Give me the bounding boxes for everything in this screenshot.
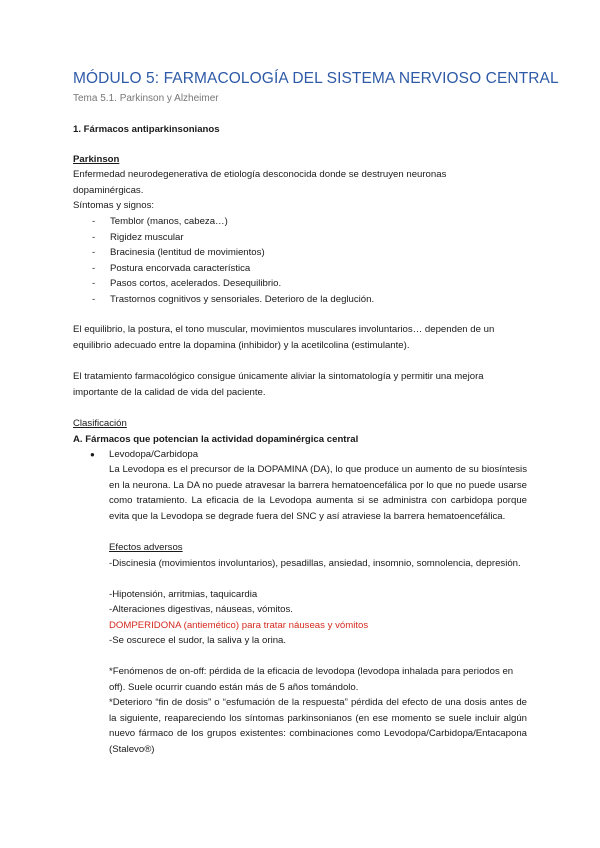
symptoms-heading: Síntomas y signos:	[73, 200, 155, 211]
adverse-effect-2: -Hipotensión, arritmias, taquicardia	[109, 589, 258, 600]
adverse-effect-3: -Alteraciones digestivas, náuseas, vómitos.	[109, 604, 293, 615]
drug-name: Levodopa/Carbidopa	[109, 449, 199, 460]
adverse-heading: Efectos adversos	[109, 542, 183, 553]
paragraph-equilibrium: El equilibrio, la postura, el tono muscular, movimientos musculares involuntarios… dependen de un equilibrio adecuado entre la dopamina (inhibidor) y la acetilcolina (estimulante).	[73, 324, 495, 351]
dose-note: *Deterioro “fin de dosis” o “esfumación de la respuesta” pérdida del efecto de una dosis antes de la siguiente, reapareciendo los síntomas parkinsonianos (en ese momento se suele incluir algún nuevo fármaco de los grupos existentes: combinaciones como Levodopa/Carbidopa/Entacapona (Stalevo®)	[109, 697, 527, 755]
list-item: - Postura encorvada característica	[73, 261, 531, 277]
list-item: - Pasos cortos, acelerados. Desequilibrio.	[73, 276, 531, 292]
list-item: - Rigidez muscular	[73, 230, 531, 246]
list-item: - Trastornos cognitivos y sensoriales. Deterioro de la deglución.	[73, 292, 531, 308]
parkinson-heading: Parkinson	[73, 154, 120, 165]
section-heading: 1. Fármacos antiparkinsonianos	[73, 124, 220, 135]
adverse-effect-1: -Discinesia (movimientos involuntarios), pesadillas, ansiedad, insomnio, somnolencia, depresión.	[109, 558, 521, 569]
onoff-note: *Fenómenos de on-off: pérdida de la eficacia de levodopa (levodopa inhalada para periodos en off). Suele ocurrir cuando están más de 5 años tomándolo.	[109, 666, 514, 693]
list-item: - Bracinesia (lentitud de movimientos)	[73, 245, 531, 261]
adverse-effect-4: -Se oscurece el sudor, la saliva y la orina.	[109, 635, 287, 646]
group-a-heading: A. Fármacos que potencian la actividad dopaminérgica central	[73, 434, 359, 445]
list-item: - Temblor (manos, cabeza…)	[73, 214, 531, 230]
drug-description: La Levodopa es el precursor de la DOPAMINA (DA), lo que produce un aumento de su biosíntesis en la neurona. La DA no puede atravesar la barrera hematoencefálica por lo que no puede usarse como tratamiento. La eficacia de la Levodopa aumenta si se administra con carbidopa porque evita que la Levodopa se degrade fuera del SNC y así atraviese la barrera hematoencefálica.	[109, 464, 527, 522]
paragraph-treatment: El tratamiento farmacológico consigue únicamente aliviar la sintomatología y permitir una mejora importante de la calidad de vida del paciente.	[73, 371, 484, 398]
classification-heading: Clasificación	[73, 418, 127, 429]
document-subtitle: Tema 5.1. Parkinson y Alzheimer	[73, 93, 219, 104]
document-title: MÓDULO 5: FARMACOLOGÍA DEL SISTEMA NERVIOSO CENTRAL	[73, 70, 559, 87]
bullet-icon: ●	[90, 450, 95, 459]
parkinson-definition: Enfermedad neurodegenerativa de etiología desconocida donde se destruyen neuronas dopaminérgicas.	[73, 169, 447, 196]
adverse-alert: DOMPERIDONA (antiemético) para tratar náuseas y vómitos	[109, 620, 369, 631]
symptoms-list	[73, 214, 531, 308]
